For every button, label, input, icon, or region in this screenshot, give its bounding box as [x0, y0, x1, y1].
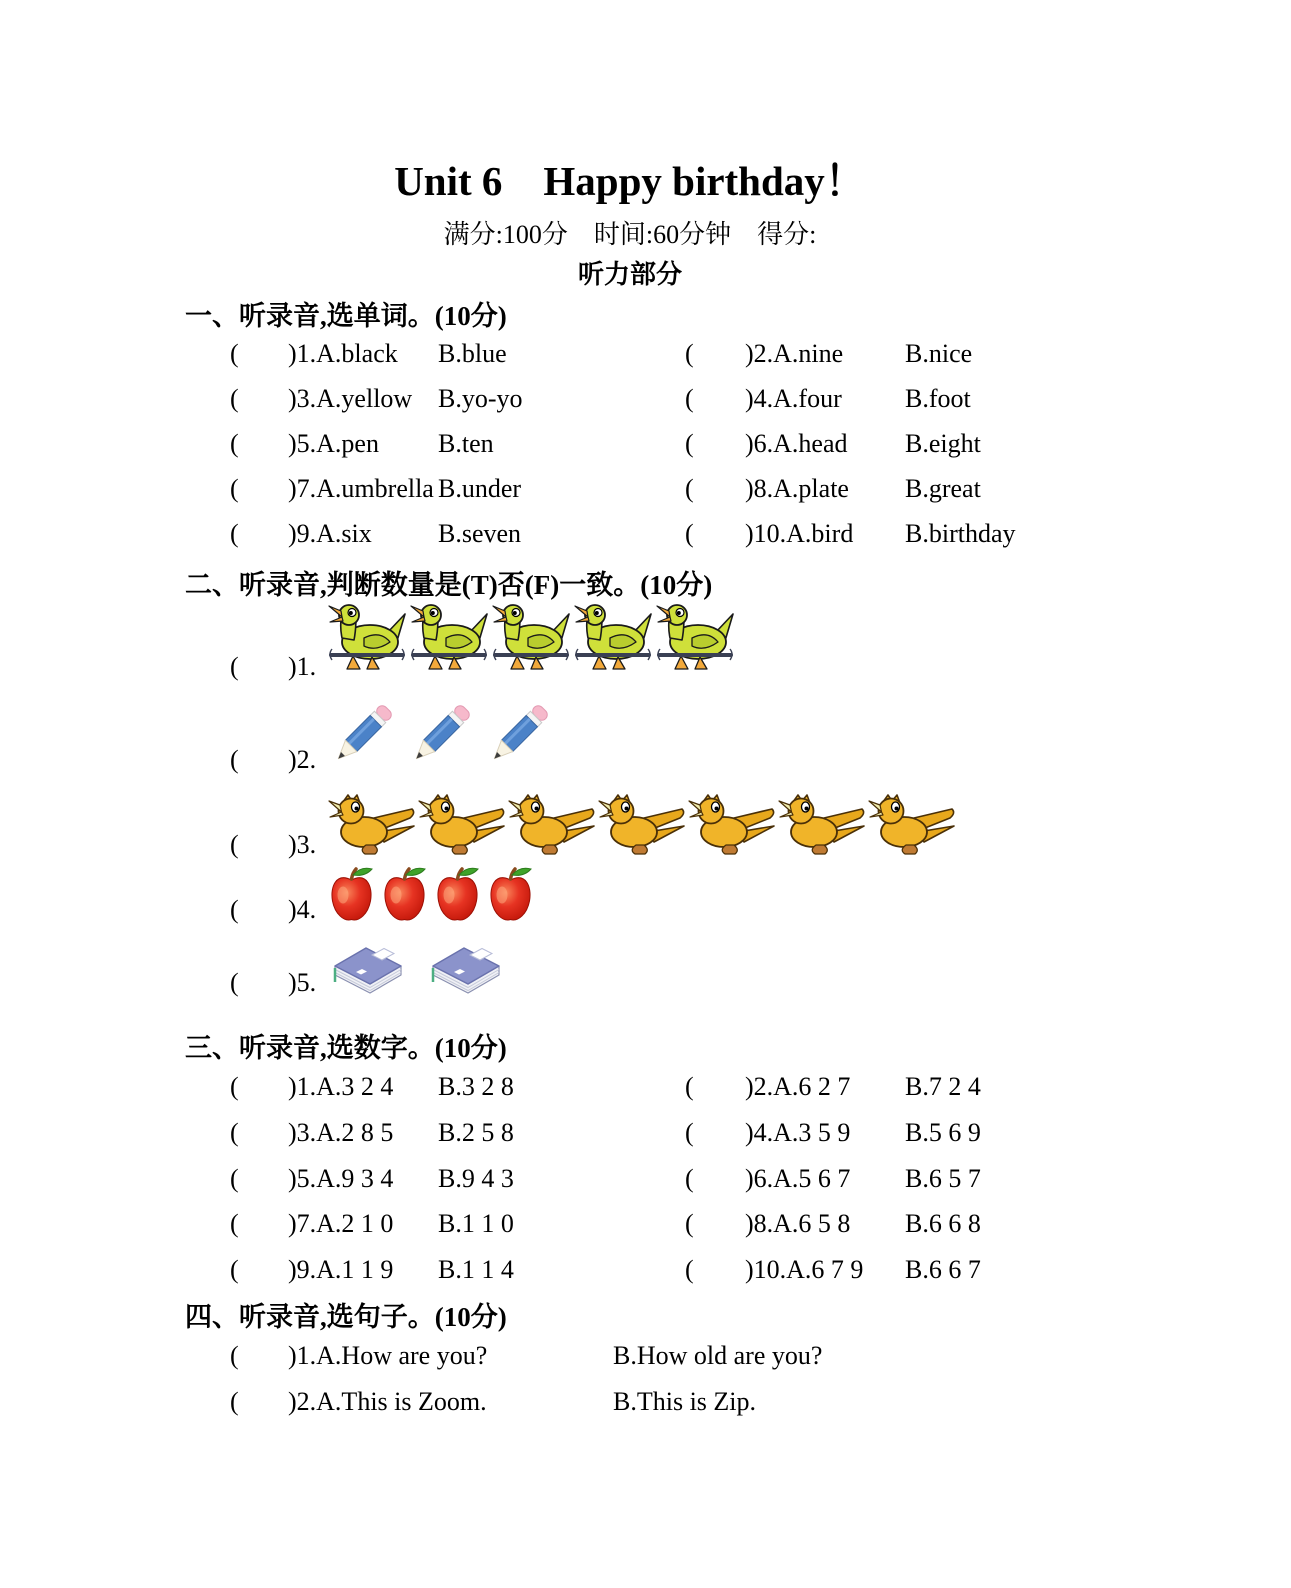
- item-number: )4.: [288, 895, 317, 924]
- answer-bracket: (: [230, 1341, 239, 1370]
- option-a: )4.A.four: [745, 384, 842, 413]
- answer-bracket: (: [685, 1255, 694, 1284]
- item-number: )3.: [288, 830, 317, 859]
- option-b: B.6 6 8: [905, 1209, 981, 1238]
- answer-bracket: (: [230, 745, 239, 774]
- option-a: )1.A.black: [288, 339, 398, 368]
- option-a: )1.A.3 2 4: [288, 1072, 394, 1101]
- option-b: B.3 2 8: [438, 1072, 514, 1101]
- apple-icon: [434, 865, 481, 925]
- pencil-icon: [328, 698, 394, 775]
- option-a: )3.A.2 8 5: [288, 1118, 394, 1147]
- option-a: )2.A.This is Zoom.: [288, 1387, 487, 1416]
- answer-bracket: (: [685, 429, 694, 458]
- answer-bracket: (: [230, 339, 239, 368]
- item-number: )5.: [288, 968, 317, 997]
- apple-icon: [328, 865, 375, 925]
- answer-bracket: (: [230, 474, 239, 503]
- part-heading: 听力部分: [577, 260, 682, 289]
- question-row: [230, 1341, 1130, 1371]
- question-row: [230, 474, 1130, 504]
- option-b: B.6 5 7: [905, 1164, 981, 1193]
- option-a: )2.A.nine: [745, 339, 844, 368]
- option-b: B.7 2 4: [905, 1072, 981, 1101]
- option-a: )2.A.6 2 7: [745, 1072, 851, 1101]
- pencil-icon: [484, 698, 550, 775]
- option-a: )9.A.six: [288, 519, 372, 548]
- answer-bracket: (: [230, 1209, 239, 1238]
- option-a: )6.A.5 6 7: [745, 1164, 851, 1193]
- answer-bracket: (: [230, 1164, 239, 1193]
- apple-icon: [487, 865, 534, 925]
- question-row: [230, 429, 1130, 459]
- section-3-heading: 三、听录音,选数字。(10分): [185, 1033, 507, 1063]
- pencil-icon-group: [328, 698, 550, 775]
- answer-bracket: (: [685, 384, 694, 413]
- option-b: B.foot: [905, 384, 971, 413]
- book-icon: [328, 930, 408, 998]
- answer-bracket: (: [685, 1164, 694, 1193]
- section-2-heading: 二、听录音,判断数量是(T)否(F)一致。(10分): [185, 570, 713, 600]
- option-a: )7.A.umbrella: [288, 474, 434, 503]
- option-b: B.How old are you?: [613, 1341, 823, 1370]
- option-b: B.5 6 9: [905, 1118, 981, 1147]
- answer-bracket: (: [230, 652, 239, 681]
- question-row: [230, 1387, 1130, 1417]
- option-a: )8.A.plate: [745, 474, 849, 503]
- question-row: [230, 1255, 1130, 1285]
- apple-icon-group: [328, 865, 534, 925]
- answer-bracket: (: [230, 968, 239, 997]
- duck-icon: [328, 602, 406, 682]
- option-b: B.birthday: [905, 519, 1016, 548]
- answer-bracket: (: [685, 1118, 694, 1147]
- option-a: )3.A.yellow: [288, 384, 413, 413]
- question-row: [230, 339, 1130, 369]
- count-item-birds: [230, 794, 956, 860]
- answer-bracket: (: [230, 1387, 239, 1416]
- question-row: [230, 384, 1130, 414]
- bird-icon: [598, 794, 686, 860]
- bird-icon: [688, 794, 776, 860]
- bird-icon-group: [328, 794, 956, 860]
- option-b: B.seven: [438, 519, 522, 548]
- option-b: B.eight: [905, 429, 981, 458]
- book-icon-group: [328, 930, 506, 998]
- option-b: B.9 4 3: [438, 1164, 514, 1193]
- option-a: )7.A.2 1 0: [288, 1209, 394, 1238]
- answer-bracket: (: [685, 1072, 694, 1101]
- question-row: [230, 1164, 1130, 1194]
- option-b: B.yo-yo: [438, 384, 523, 413]
- section-1-heading: 一、听录音,选单词。(10分): [185, 301, 507, 331]
- duck-icon: [410, 602, 488, 682]
- duck-icon-group: [328, 602, 734, 682]
- option-a: )10.A.6 7 9: [745, 1255, 864, 1284]
- count-item-books: [230, 930, 506, 998]
- option-b: B.1 1 0: [438, 1209, 514, 1238]
- duck-icon: [574, 602, 652, 682]
- option-a: )8.A.6 5 8: [745, 1209, 851, 1238]
- count-item-ducks: [230, 602, 734, 682]
- score-line: 满分:100分 时间:60分钟 得分:: [443, 220, 817, 249]
- answer-bracket: (: [230, 519, 239, 548]
- book-icon: [426, 930, 506, 998]
- question-row: [230, 1209, 1130, 1239]
- question-row: [230, 519, 1130, 549]
- option-a: )4.A.3 5 9: [745, 1118, 851, 1147]
- option-a: )10.A.bird: [745, 519, 854, 548]
- section-4-heading: 四、听录音,选句子。(10分): [185, 1302, 507, 1332]
- option-b: B.1 1 4: [438, 1255, 514, 1284]
- option-b: B.great: [905, 474, 981, 503]
- answer-bracket: (: [230, 429, 239, 458]
- option-a: )5.A.9 3 4: [288, 1164, 394, 1193]
- question-row: [230, 1118, 1130, 1148]
- apple-icon: [381, 865, 428, 925]
- option-a: )6.A.head: [745, 429, 848, 458]
- option-b: B.nice: [905, 339, 973, 368]
- option-b: B.6 6 7: [905, 1255, 981, 1284]
- item-number: )2.: [288, 745, 317, 774]
- answer-bracket: (: [230, 1072, 239, 1101]
- bird-icon: [868, 794, 956, 860]
- option-b: B.This is Zip.: [613, 1387, 757, 1416]
- answer-bracket: (: [230, 1255, 239, 1284]
- option-a: )1.A.How are you?: [288, 1341, 488, 1370]
- answer-bracket: (: [230, 384, 239, 413]
- duck-icon: [656, 602, 734, 682]
- pencil-icon: [406, 698, 472, 775]
- answer-bracket: (: [685, 474, 694, 503]
- answer-bracket: (: [230, 830, 239, 859]
- bird-icon: [328, 794, 416, 860]
- option-a: )9.A.1 1 9: [288, 1255, 394, 1284]
- count-item-pencils: [230, 698, 550, 775]
- answer-bracket: (: [685, 519, 694, 548]
- item-number: )1.: [288, 652, 317, 681]
- option-a: )5.A.pen: [288, 429, 379, 458]
- bird-icon: [508, 794, 596, 860]
- answer-bracket: (: [230, 1118, 239, 1147]
- answer-bracket: (: [685, 339, 694, 368]
- bird-icon: [778, 794, 866, 860]
- bird-icon: [418, 794, 506, 860]
- option-b: B.2 5 8: [438, 1118, 514, 1147]
- question-row: [230, 1072, 1130, 1102]
- page-title: Unit 6 Happy birthday！: [394, 158, 866, 204]
- option-b: B.under: [438, 474, 522, 503]
- option-b: B.blue: [438, 339, 507, 368]
- answer-bracket: (: [685, 1209, 694, 1238]
- count-item-apples: [230, 865, 534, 925]
- answer-bracket: (: [230, 895, 239, 924]
- duck-icon: [492, 602, 570, 682]
- option-b: B.ten: [438, 429, 494, 458]
